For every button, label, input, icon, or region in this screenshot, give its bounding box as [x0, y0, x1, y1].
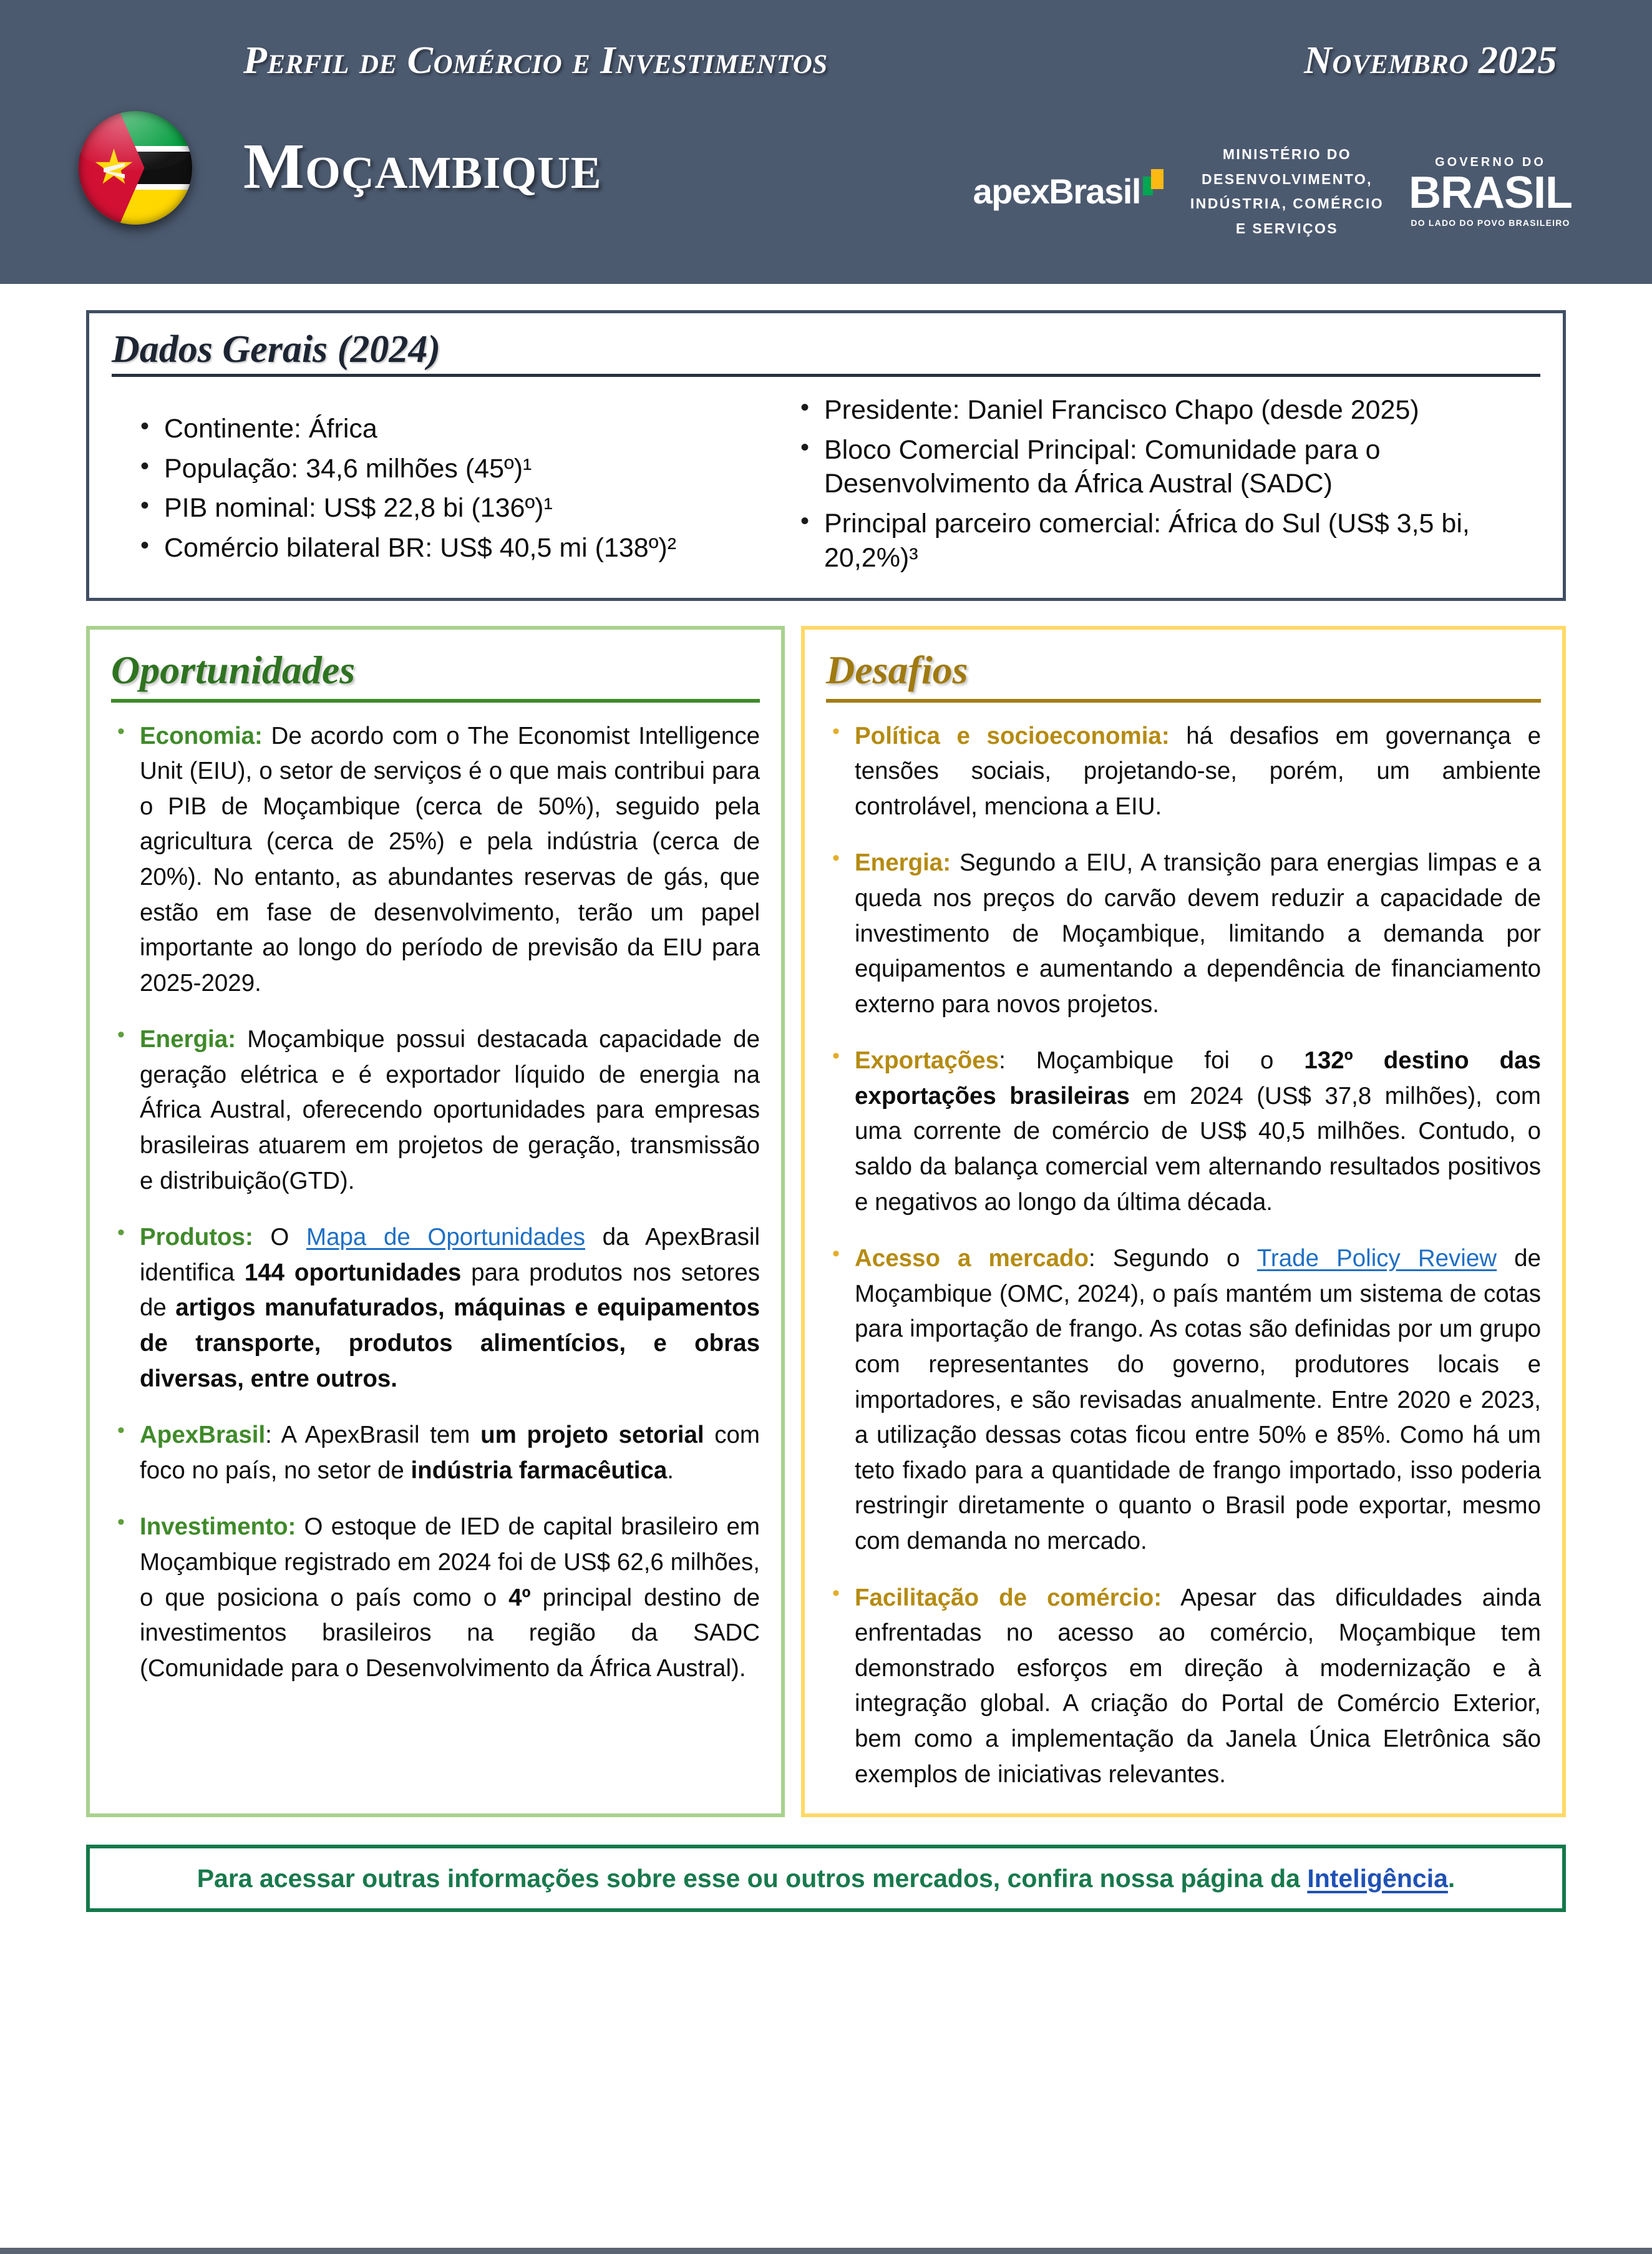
header-top-row — [0, 39, 1652, 107]
ministry-line-3: INDÚSTRIA, COMÉRCIO — [1190, 195, 1384, 212]
list-item-investimento — [111, 1510, 760, 1686]
body-area — [0, 310, 1652, 1817]
list-item-acesso-a-mercado — [826, 1241, 1541, 1559]
item-bold: indústria farmacêutica — [411, 1456, 668, 1484]
item-lead: Facilitação de comércio: — [855, 1584, 1162, 1611]
ministry-line-1: MINISTÉRIO DO — [1222, 146, 1352, 162]
dados-gerais-columns — [112, 393, 1540, 580]
footer-text-after: . — [1447, 1863, 1455, 1893]
list-item-apexbrasil — [111, 1418, 760, 1488]
gov-tagline: DO LADO DO POVO BRASILEIRO — [1411, 217, 1570, 228]
gov-top-label: GOVERNO DO — [1435, 155, 1546, 170]
ministry-line-4: E SERVIÇOS — [1235, 220, 1339, 237]
item-lead: ApexBrasil — [140, 1422, 266, 1449]
gov-brasil-wordmark: BRASIL — [1409, 168, 1572, 218]
header-date: Novembro 2025 — [1304, 39, 1557, 82]
item-text: O estoque de IED de capital brasileiro em Moçambique registrado em 2024 foi de US$ 62,6 milhões, o que posiciona o país como o — [140, 1513, 760, 1611]
item-text: para produtos nos setores de — [140, 1259, 760, 1322]
mapa-de-oportunidades-link[interactable]: Mapa de Oportunidades — [306, 1224, 585, 1251]
list-item: • Comércio bilateral BR: US$ 40,5 mi (138º)² — [135, 531, 742, 565]
dados-gerais-left-column — [112, 393, 742, 580]
item-text: há desafios em governança e tensões sociais, projetando-se, porém, um ambiente controlável, menciona a EIU. — [855, 722, 1542, 820]
item-text: . — [667, 1456, 674, 1484]
oportunidades-list — [111, 719, 760, 1687]
list-item: • PIB nominal: US$ 22,8 bi (136º)¹ — [135, 491, 742, 525]
apexbrasil-wordmark: apexBrasil — [973, 172, 1140, 212]
desafios-divider — [826, 699, 1541, 703]
dados-gerais-panel — [86, 310, 1566, 601]
item-text: da ApexBrasil identifica — [140, 1224, 760, 1286]
header-kicker: Perfil de Comércio e Investimentos — [243, 39, 828, 82]
item-text: : A ApexBrasil tem — [265, 1422, 481, 1449]
item-text: : Moçambique foi o — [999, 1047, 1305, 1075]
list-item: • População: 34,6 milhões (45º)¹ — [135, 452, 742, 486]
ministry-logo — [1190, 142, 1384, 241]
item-lead: Exportações — [855, 1047, 999, 1075]
governo-do-brasil-logo — [1409, 155, 1572, 228]
item-bold: artigos manufaturados, máquinas e equipamentos de transporte, produtos alimentícios, e obras diversas, entre outros. — [140, 1294, 760, 1392]
list-item-energia — [111, 1022, 760, 1199]
item-text: de Moçambique (OMC, 2024), o país mantém um sistema de cotas para importação de frango. As cotas são definidas por um grupo com representantes do governo, produtores locais e importadores, e são revisadas anualmente. Entre 2020 e 2023, a utilização dessas cotas ficou entre 50% e 85%. Como há um teto fixado para a quantidade de frango importado, isso poderia restringir diretamente o quanto o Brasil pode exportar, mesmo com demanda no mercado. — [855, 1245, 1541, 1554]
desafios-panel — [801, 626, 1566, 1817]
oportunidades-panel — [86, 626, 785, 1817]
item-text: De acordo com o The Economist Intelligence Unit (EIU), o setor de serviços é o que mais contribui para o PIB de Moçambique (cerca de 50%), seguido pela agricultura (cerca de 25%) e pela indústria (cerca de 20%). No entanto, as abundantes reservas de gás, que estão em fase de desenvolvimento, terão um papel importante ao longo do período de previsão da EIU para 2025-2029. — [140, 722, 760, 997]
dados-gerais-right-list — [795, 393, 1540, 575]
list-item: • Principal parceiro comercial: África do Sul (US$ 3,5 bi, 20,2%)³ — [795, 507, 1540, 575]
bottom-edge — [0, 2248, 1652, 2254]
apexbrasil-mark-icon — [1143, 169, 1165, 197]
list-item-energia — [826, 846, 1541, 1022]
item-lead: Produtos: — [140, 1224, 253, 1251]
dados-gerais-right-column — [779, 393, 1540, 580]
desafios-list — [826, 719, 1541, 1793]
list-item-politica-socioeconomia — [826, 719, 1541, 825]
trade-policy-review-link[interactable]: Trade Policy Review — [1256, 1245, 1497, 1272]
oportunidades-title: Oportunidades — [111, 648, 356, 693]
item-text: Moçambique possui destacada capacidade de geração elétrica e é exportador líquido de energia na África Austral, oferecendo oportunidades para empresas brasileiras atuarem em projetos de geração, transmissão e distribuição(GTD). — [140, 1026, 760, 1194]
flag-ring — [79, 111, 192, 225]
dados-gerais-divider — [112, 374, 1540, 377]
item-lead: Política e socioeconomia: — [855, 722, 1170, 749]
item-text: principal destino de investimentos brasileiros na região da SADC (Comunidade para o Desenvolvimento da África Austral). — [140, 1584, 760, 1682]
ministry-line-2: DESENVOLVIMENTO, — [1201, 170, 1373, 187]
list-item: • Bloco Comercial Principal: Comunidade para o Desenvolvimento da África Austral (SADC) — [795, 433, 1540, 501]
page-header — [0, 0, 1652, 284]
item-text: : Segundo o — [1089, 1245, 1257, 1272]
list-item-exportacoes — [826, 1043, 1541, 1220]
list-item: • Presidente: Daniel Francisco Chapo (desde 2025) — [795, 393, 1540, 427]
footer-text-before: Para acessar outras informações sobre esse ou outros mercados, confira nossa página da — [197, 1863, 1308, 1893]
country-title: Moçambique — [243, 130, 602, 202]
item-bold: 144 oportunidades — [244, 1259, 462, 1286]
item-lead: Investimento: — [140, 1513, 296, 1541]
oportunidades-divider — [111, 699, 760, 703]
item-lead: Economia: — [140, 722, 263, 749]
list-item: • Continente: África — [135, 412, 742, 446]
item-bold: 4º — [508, 1584, 531, 1611]
footer-text — [197, 1864, 1455, 1893]
item-text: com foco no país, no setor de — [140, 1422, 760, 1484]
item-bold: 132º destino das exportações brasileiras — [855, 1047, 1541, 1110]
item-bold: um projeto setorial — [480, 1422, 704, 1449]
inteligencia-link[interactable]: Inteligência — [1307, 1863, 1448, 1893]
item-text: Segundo a EIU, A transição para energias limpas e a queda nos preços do carvão devem reduzir a capacidade de investimento de Moçambique, limitando a demanda por equipamentos e aumentando a dependência de financiamento externo para novos projetos. — [855, 849, 1541, 1018]
apexbrasil-logo — [973, 172, 1165, 212]
mozambique-flag-icon — [79, 111, 192, 225]
list-item-produtos — [111, 1220, 760, 1397]
item-lead: Energia: — [855, 849, 951, 877]
dados-gerais-title: Dados Gerais (2024) — [112, 328, 440, 371]
item-text: em 2024 (US$ 37,8 milhões), com uma corrente de comércio de US$ 40,5 milhões. Contudo, o saldo da balança comercial vem alternando resultados positivos e negativos ao longo da última década. — [855, 1082, 1542, 1216]
header-logos — [973, 142, 1572, 241]
dados-gerais-left-list — [135, 412, 742, 565]
panels-row — [86, 626, 1566, 1817]
list-item-facilitacao-de-comercio — [826, 1581, 1541, 1793]
item-lead: Acesso a mercado — [855, 1245, 1089, 1272]
list-item-economia — [111, 719, 760, 1002]
desafios-title: Desafios — [826, 648, 968, 693]
item-lead: Energia: — [140, 1026, 236, 1053]
footer-banner — [86, 1845, 1566, 1912]
item-text: Apesar das dificuldades ainda enfrentadas no acesso ao comércio, Moçambique tem demonstrado esforços em direção à modernização e à integração global. A criação do Portal de Comércio Exterior, bem como a implementação da Janela Única Eletrônica são exemplos de iniciativas relevantes. — [855, 1584, 1541, 1788]
item-text: O — [253, 1224, 307, 1251]
